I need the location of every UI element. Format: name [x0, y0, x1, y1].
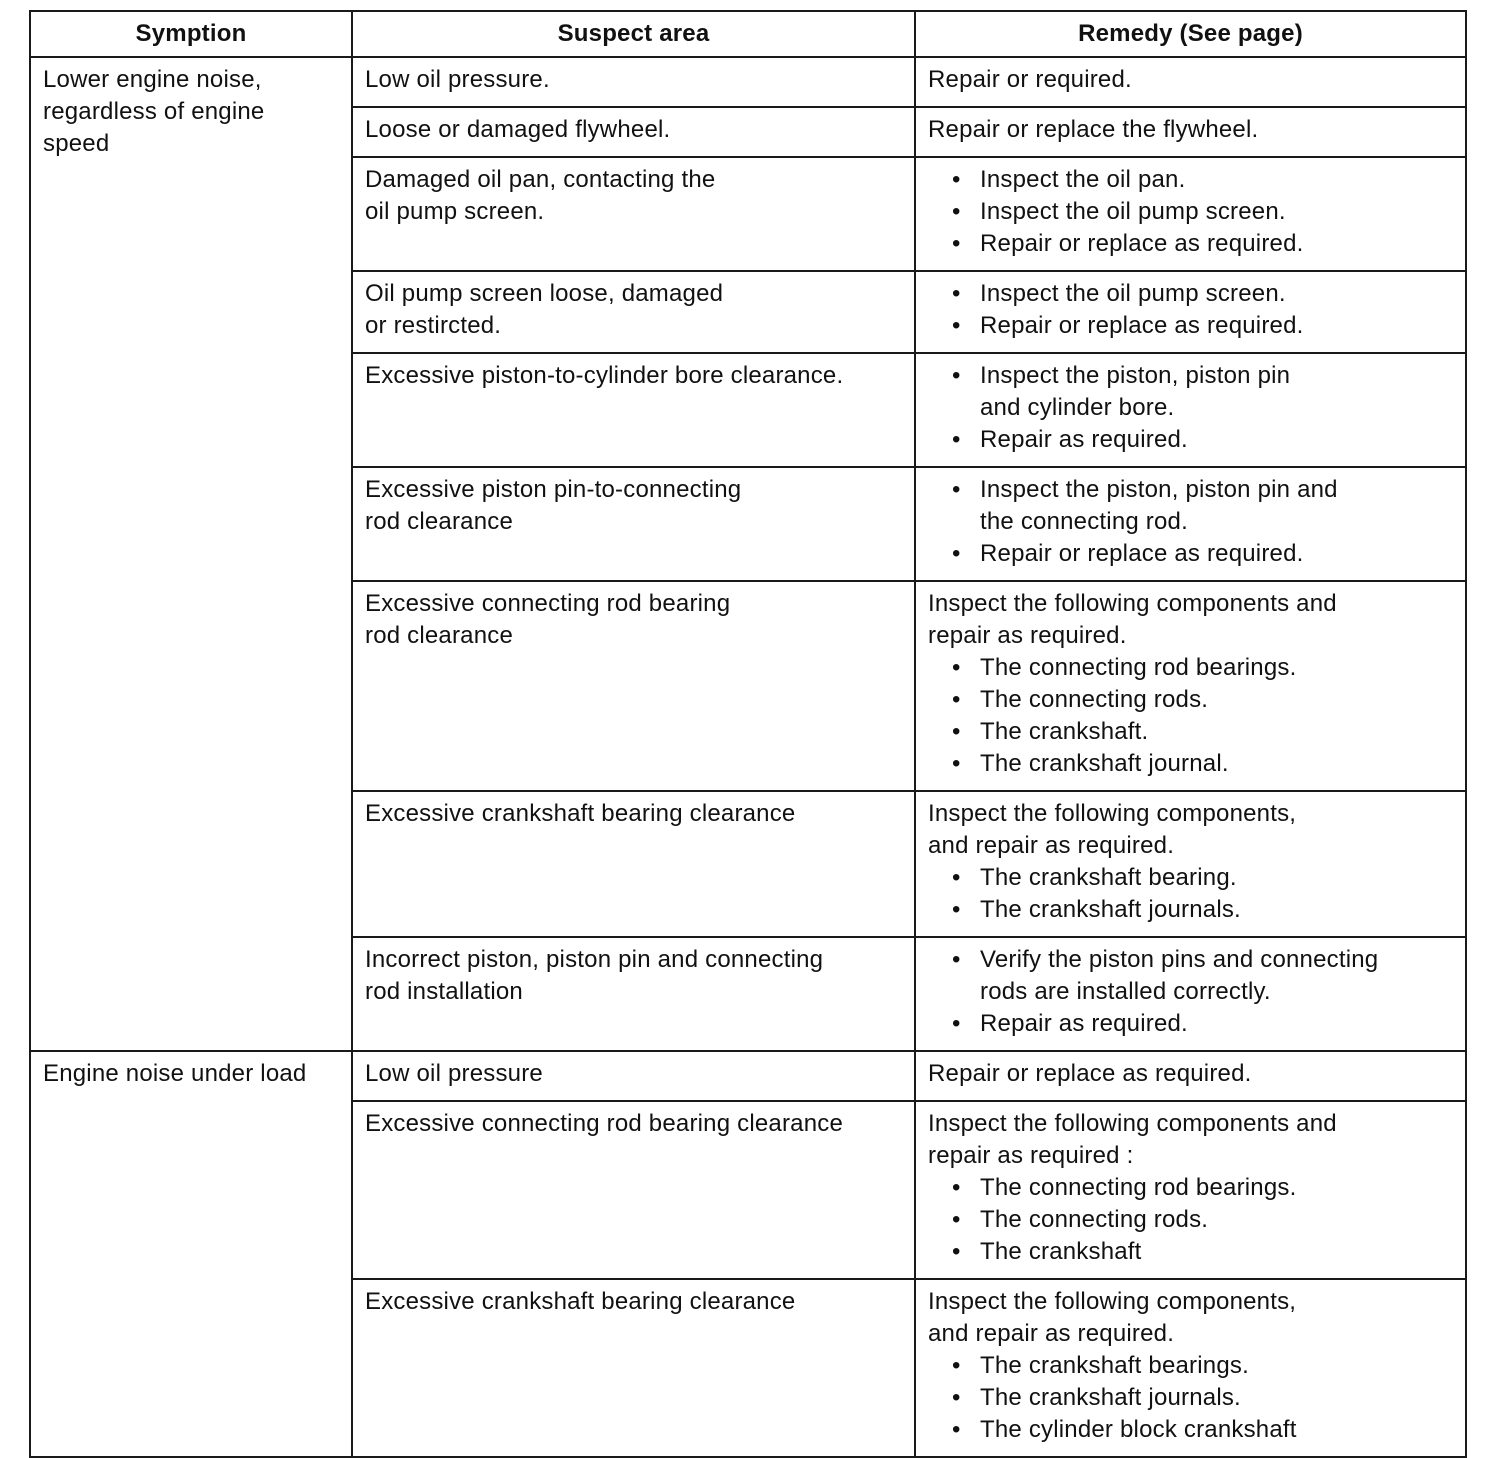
remedy-bullet-list — [928, 1350, 1453, 1446]
remedy-bullet-item: • The crankshaft bearings. — [952, 1350, 1453, 1382]
remedy-bullet-item: • Repair or replace as required. — [952, 538, 1453, 570]
remedy-bullet-item: • Inspect the oil pump screen. — [952, 196, 1453, 228]
header-symptom: Symption — [30, 11, 352, 57]
suspect-area-cell: Loose or damaged flywheel. — [352, 107, 915, 157]
remedy-bullet-item: • Verify the piston pins and connecting rods are installed correctly. — [952, 944, 1453, 1008]
remedy-text: Repair or replace as required. — [928, 1060, 1252, 1087]
suspect-area-cell: Excessive connecting rod bearing clearance — [352, 1101, 915, 1279]
remedy-bullet-item: • The crankshaft. — [952, 716, 1453, 748]
suspect-area-cell: Damaged oil pan, contacting the oil pump screen. — [352, 157, 915, 271]
remedy-bullet-list — [928, 1172, 1453, 1268]
remedy-bullet-item: • The cylinder block crankshaft — [952, 1414, 1453, 1446]
remedy-text: Repair or required. — [928, 66, 1132, 93]
remedy-bullet-list — [928, 652, 1453, 780]
table-body — [30, 57, 1466, 1457]
suspect-area-cell: Incorrect piston, piston pin and connecting rod installation — [352, 937, 915, 1051]
remedy-bullet-list — [928, 360, 1453, 456]
remedy-cell — [915, 107, 1466, 157]
remedy-cell — [915, 271, 1466, 353]
table-row — [30, 57, 1466, 107]
remedy-cell — [915, 467, 1466, 581]
remedy-cell — [915, 1279, 1466, 1457]
remedy-bullet-item: • The connecting rod bearings. — [952, 652, 1453, 684]
remedy-bullet-item: • The crankshaft bearing. — [952, 862, 1453, 894]
remedy-bullet-item: • Inspect the piston, piston pin and the connecting rod. — [952, 474, 1453, 538]
header-remedy: Remedy (See page) — [915, 11, 1466, 57]
remedy-cell — [915, 1101, 1466, 1279]
remedy-bullet-item: • The crankshaft journals. — [952, 894, 1453, 926]
suspect-area-cell: Excessive piston-to-cylinder bore clearance. — [352, 353, 915, 467]
suspect-area-cell: Excessive connecting rod bearing rod clearance — [352, 581, 915, 791]
remedy-bullet-item: • The crankshaft — [952, 1236, 1453, 1268]
remedy-bullet-item: • The crankshaft journals. — [952, 1382, 1453, 1414]
remedy-bullet-item: • Repair as required. — [952, 1008, 1453, 1040]
remedy-cell — [915, 1051, 1466, 1101]
suspect-area-cell: Oil pump screen loose, damaged or restircted. — [352, 271, 915, 353]
suspect-area-cell: Low oil pressure. — [352, 57, 915, 107]
symptom-cell: Lower engine noise, regardless of engine speed — [30, 57, 352, 1051]
header-suspect-area: Suspect area — [352, 11, 915, 57]
remedy-bullet-list — [928, 164, 1453, 260]
remedy-bullet-list — [928, 944, 1453, 1040]
header-row — [30, 11, 1466, 57]
symptom-cell: Engine noise under load — [30, 1051, 352, 1457]
remedy-text: Inspect the following components, and repair as required. — [928, 800, 1297, 859]
remedy-bullet-item: • Repair or replace as required. — [952, 228, 1453, 260]
remedy-cell — [915, 937, 1466, 1051]
suspect-area-cell: Low oil pressure — [352, 1051, 915, 1101]
remedy-text: Repair or replace the flywheel. — [928, 116, 1259, 143]
suspect-area-cell: Excessive piston pin-to-connecting rod clearance — [352, 467, 915, 581]
remedy-bullet-list — [928, 474, 1453, 570]
suspect-area-cell: Excessive crankshaft bearing clearance — [352, 791, 915, 937]
remedy-cell — [915, 581, 1466, 791]
remedy-bullet-item: • The connecting rods. — [952, 684, 1453, 716]
remedy-bullet-item: • The connecting rods. — [952, 1204, 1453, 1236]
remedy-bullet-item: • The crankshaft journal. — [952, 748, 1453, 780]
remedy-cell — [915, 791, 1466, 937]
remedy-bullet-item: • Inspect the oil pump screen. — [952, 278, 1453, 310]
remedy-bullet-item: • Repair as required. — [952, 424, 1453, 456]
remedy-bullet-item: • Repair or replace as required. — [952, 310, 1453, 342]
diagnosis-table — [29, 10, 1467, 1458]
table-row — [30, 1051, 1466, 1101]
remedy-bullet-list — [928, 862, 1453, 926]
remedy-cell — [915, 353, 1466, 467]
suspect-area-cell: Excessive crankshaft bearing clearance — [352, 1279, 915, 1457]
remedy-bullet-item: • Inspect the oil pan. — [952, 164, 1453, 196]
remedy-text: Inspect the following components, and repair as required. — [928, 1288, 1297, 1347]
remedy-cell — [915, 57, 1466, 107]
remedy-bullet-list — [928, 278, 1453, 342]
remedy-text: Inspect the following components and repair as required : — [928, 1110, 1337, 1169]
remedy-cell — [915, 157, 1466, 271]
remedy-bullet-item: • The connecting rod bearings. — [952, 1172, 1453, 1204]
remedy-text: Inspect the following components and repair as required. — [928, 590, 1337, 649]
remedy-bullet-item: • Inspect the piston, piston pin and cylinder bore. — [952, 360, 1453, 424]
